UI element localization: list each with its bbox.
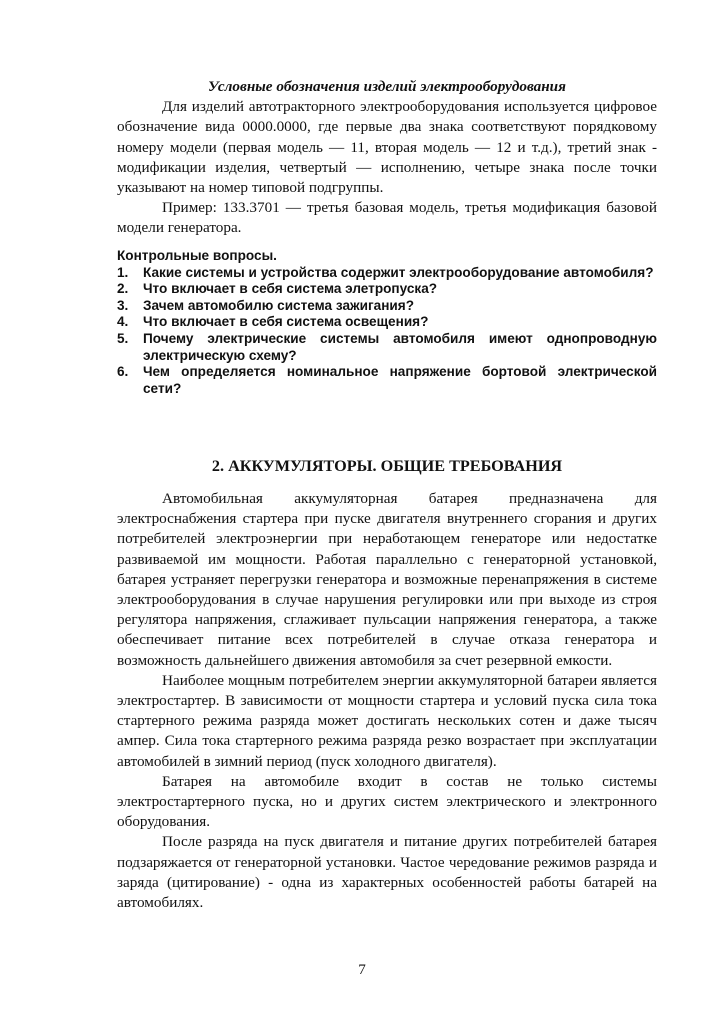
- question-item: [117, 281, 657, 298]
- question-text: Зачем автомобилю система зажигания?: [143, 297, 415, 313]
- questions-list: [117, 265, 657, 398]
- question-number: 4.: [117, 314, 129, 330]
- section-batteries-body: [117, 489, 657, 913]
- paragraph-starter-consumer: Наиболее мощным потребителем энергии аккумуляторной батареи является электростартер. В зависимости от мощности стартера и условий пуска сила тока стартерного режима разряда может достигать нескольких сотен и даже тысяч ампер. Сила тока стартерного режима разряда резко возрастает при эксплуатации автомобилей в зимний период (пуск холодного двигателя).: [117, 671, 657, 770]
- question-text: Что включает в себя система освещения?: [143, 314, 429, 330]
- paragraph-example: Пример: 133.3701 — третья базовая модель, третья модификация базовой модели генератора.: [117, 199, 657, 237]
- question-number: 5.: [117, 330, 129, 346]
- section-title-designations: Условные обозначения изделий электрооборудования: [208, 78, 566, 95]
- question-item: [117, 314, 657, 331]
- question-number: 2.: [117, 281, 129, 297]
- question-item: [117, 298, 657, 315]
- question-number: 6.: [117, 364, 129, 380]
- paragraph-battery-systems: Батарея на автомобиле входит в состав не только системы электростартерного пуска, но и других систем электрического и электронного оборудования.: [117, 772, 657, 831]
- question-item: [117, 331, 657, 364]
- question-text: Что включает в себя система элетропуска?: [143, 281, 438, 297]
- page-number: 7: [358, 961, 366, 978]
- paragraph-battery-purpose: Автомобильная аккумуляторная батарея предназначена для электроснабжения стартера при пуске двигателя внутреннего сгорания и других потребителей электроэнергии при неработающем генераторе или недостатке развиваемой им мощности. Работая параллельно с генераторной установкой, батарея устраняет перегрузки генератора и возможные перенапряжения в системе электрооборудования в случае нарушения регулировки или при выходе из строя регулятора напряжения, сглаживает пульсации напряжения генератора, а также обеспечивает питание всех потребителей в случае отказа генератора и возможность дальнейшего движения автомобиля за счет резервной емкости.: [117, 490, 657, 669]
- control-questions: [117, 248, 657, 397]
- question-number: 3.: [117, 297, 129, 313]
- question-number: 1.: [117, 264, 129, 280]
- question-text: Какие системы и устройства содержит электрооборудование автомобиля?: [143, 264, 654, 280]
- paragraph-designations: Для изделий автотракторного электрооборудования используется цифровое обозначение вида 0000.0000, где первые два знака соответствуют порядковому номеру модели (первая модель — 11, вторая модель — 12 и т.д.), третий знак - модификации изделия, четвертый — исполнению, четыре знака после точки указывают на номер типовой подгруппы.: [117, 98, 657, 197]
- section-title-batteries: 2. АККУМУЛЯТОРЫ. ОБЩИЕ ТРЕБОВАНИЯ: [211, 457, 563, 475]
- question-item: [117, 265, 657, 282]
- section-designations: [117, 77, 657, 239]
- paragraph-recharge: После разряда на пуск двигателя и питание других потребителей батарея подзаряжается от генераторной установки. Частое чередование режимов разряда и заряда (цитирование) - одна из характерных особенностей работы батарей на автомобилях.: [117, 833, 657, 912]
- question-item: [117, 364, 657, 397]
- question-text: Чем определяется номинальное напряжение бортовой электрической сети?: [143, 364, 657, 396]
- questions-heading: Контрольные вопросы.: [117, 248, 277, 263]
- question-text: Почему электрические системы автомобиля имеют однопроводную электрическую схему?: [143, 330, 657, 363]
- section-batteries: [117, 456, 657, 476]
